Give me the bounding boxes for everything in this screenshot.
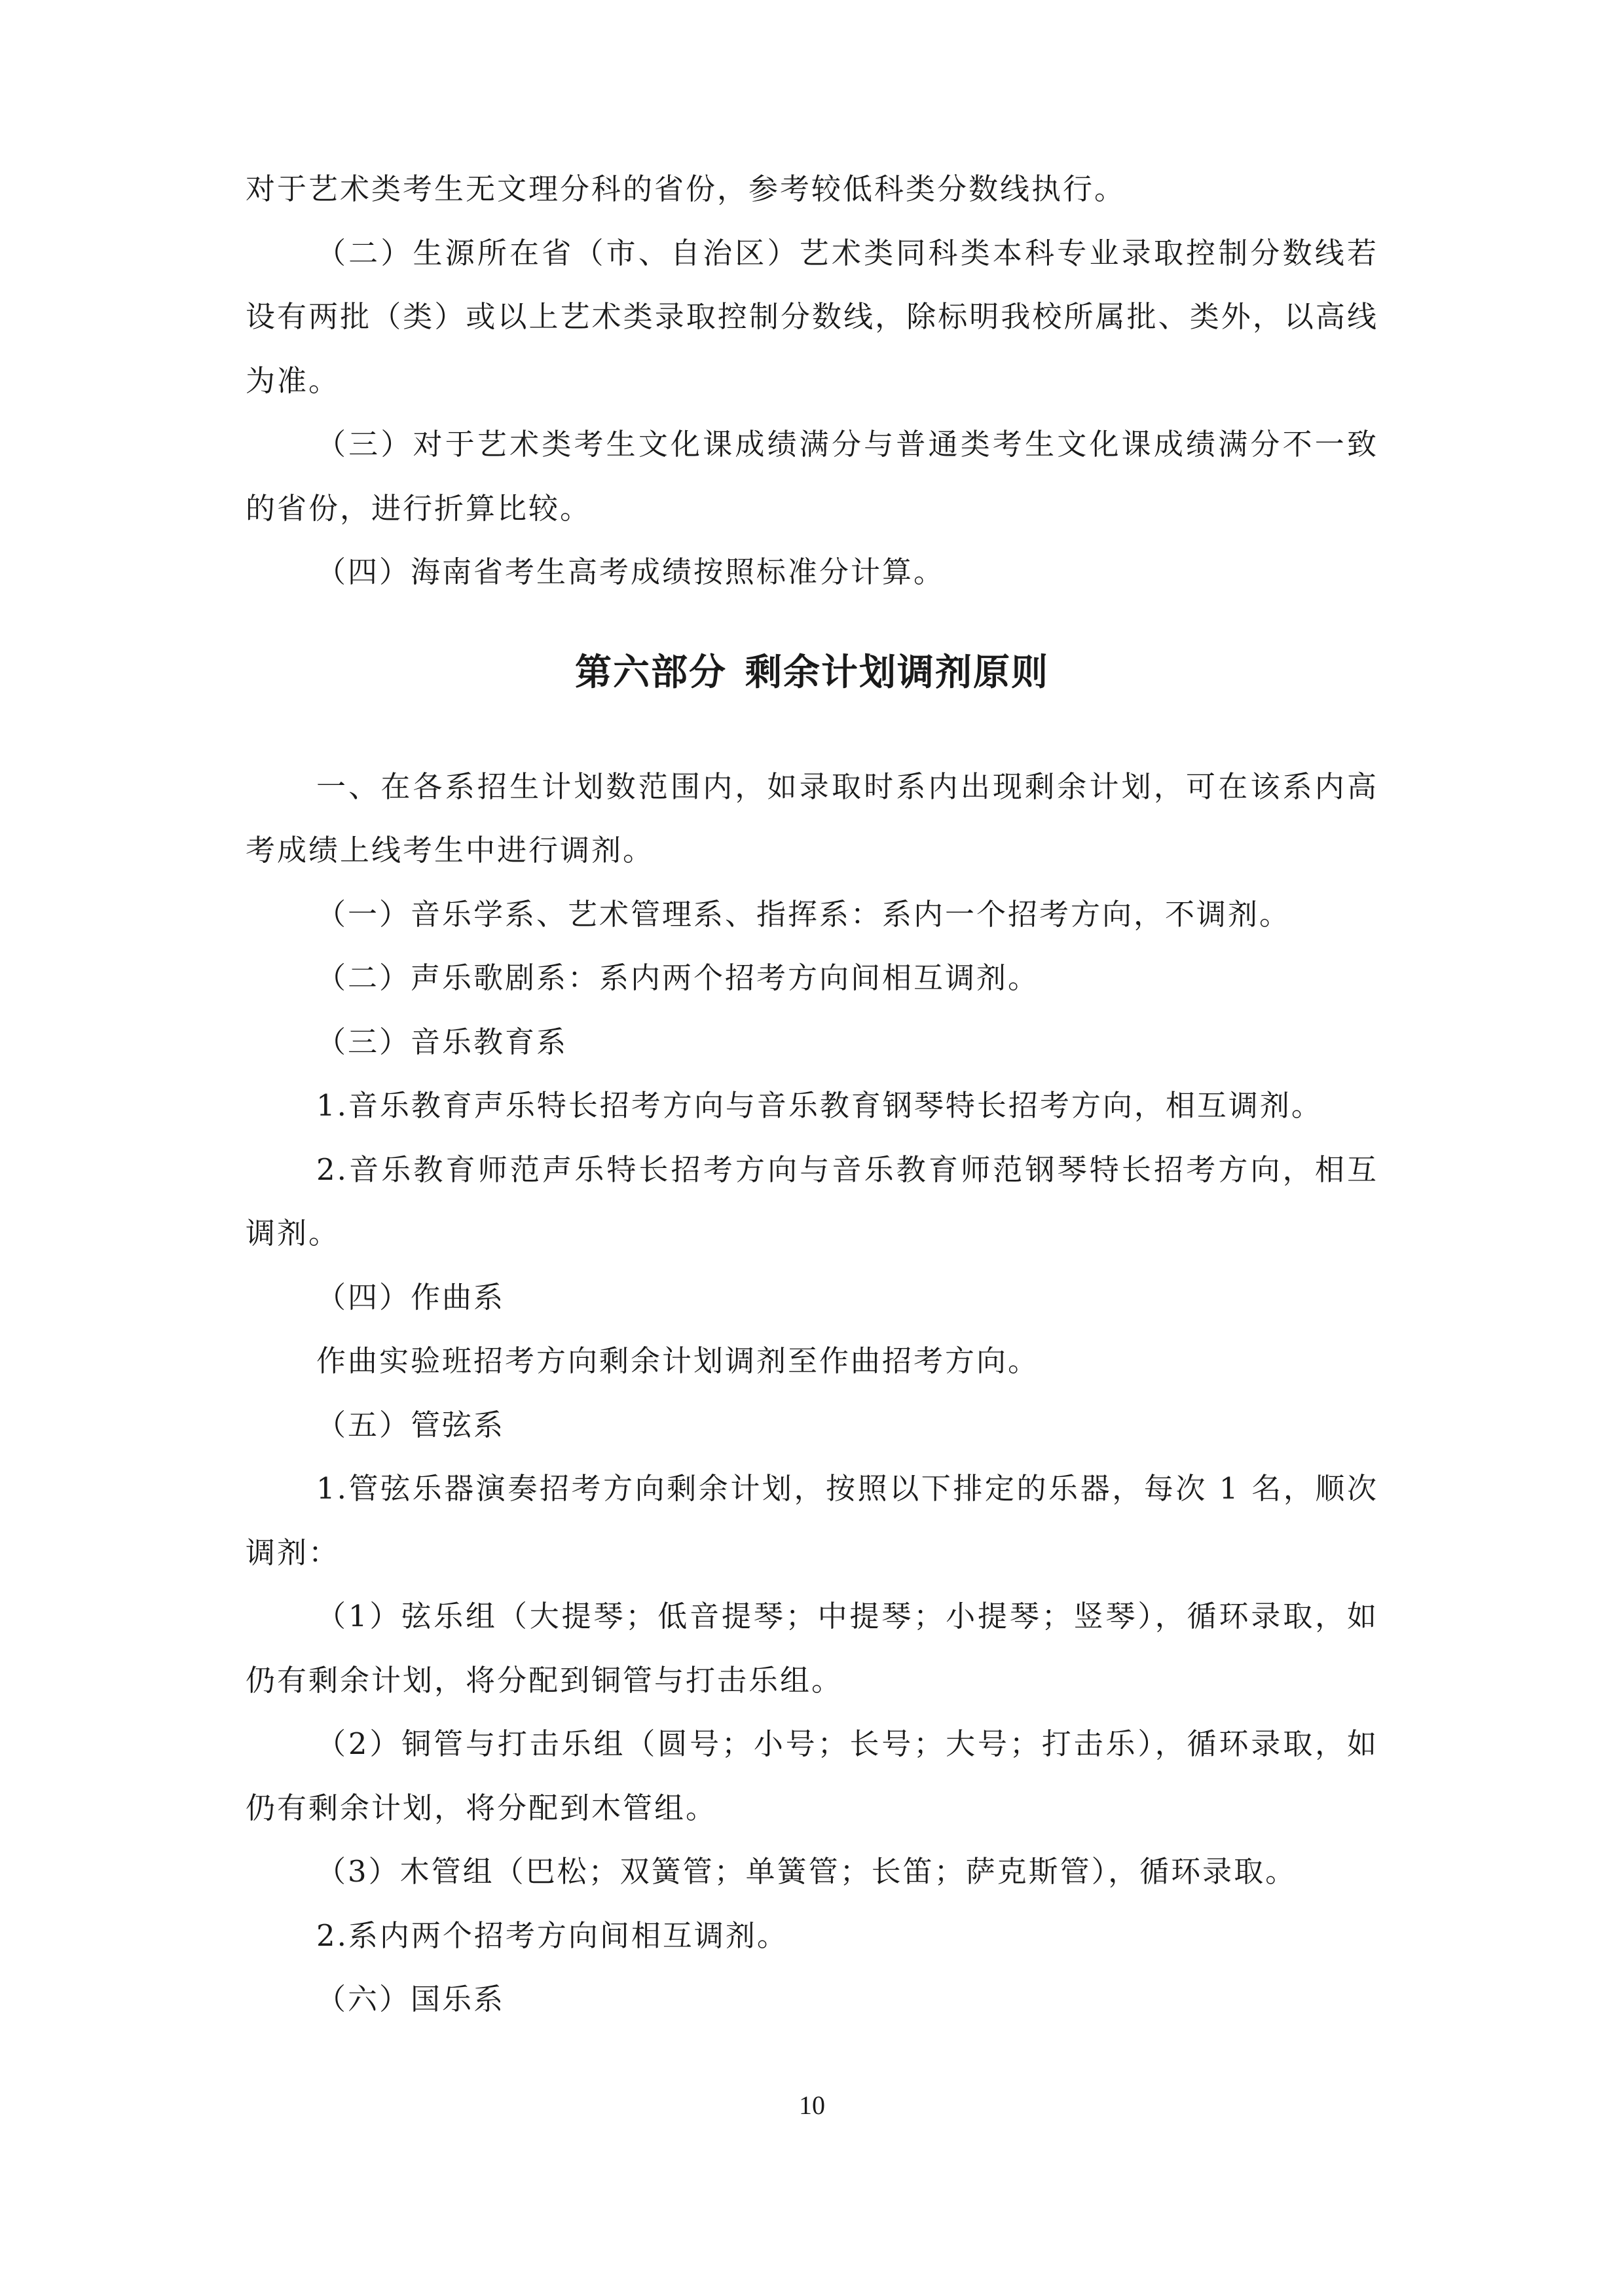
paragraph-dept-5-sub-2: （2）铜管与打击乐组（圆号；小号；长号；大号；打击乐），循环录取，如仍有剩余计划，将分配到木管组。 — [246, 1726, 1378, 1825]
paragraph-dept-4-detail: 作曲实验班招考方向剩余计划调剂至作曲招考方向。 — [316, 1343, 1040, 1378]
paragraph-dept-3-item-2: 2.音乐教育师范声乐特长招考方向与音乐教育师范钢琴特长招考方向，相互调剂。 — [246, 1152, 1378, 1250]
paragraph-dept-4: （四）作曲系 — [316, 1279, 506, 1315]
paragraph-rule-1: 一、在各系招生计划数范围内，如录取时系内出现剩余计划，可在该系内高考成绩上线考生中进行调剂。 — [246, 769, 1378, 867]
section-heading — [246, 647, 1378, 699]
paragraph-item-2: （二）生源所在省（市、自治区）艺术类同科类本科专业录取控制分数线若设有两批（类）或以上艺术类录取控制分数线，除标明我校所属批、类外，以高线为准。 — [246, 235, 1378, 398]
body-text — [246, 157, 1378, 2032]
section-heading-part: 第六部分 — [575, 651, 727, 694]
paragraph-continuation: 对于艺术类考生无文理分科的省份，参考较低科类分数线执行。 — [246, 172, 1126, 206]
paragraph-dept-3: （三）音乐教育系 — [316, 1024, 568, 1059]
paragraph-item-3: （三）对于艺术类考生文化课成绩满分与普通类考生文化课成绩满分不一致的省份，进行折算比较。 — [246, 427, 1378, 526]
paragraph-dept-6: （六）国乐系 — [316, 1982, 506, 2016]
page-number: 10 — [799, 2090, 825, 2120]
paragraph-dept-5-sub-3: （3）木管组（巴松；双簧管；单簧管；长笛；萨克斯管），循环录取。 — [316, 1854, 1297, 1889]
paragraph-dept-5-item-2: 2.系内两个招考方向间相互调剂。 — [316, 1918, 788, 1953]
paragraph-dept-5-item-1: 1.管弦乐器演奏招考方向剩余计划，按照以下排定的乐器，每次 1 名，顺次调剂： — [246, 1471, 1378, 1570]
paragraph-item-4: （四）海南省考生高考成绩按照标准分计算。 — [316, 555, 946, 589]
paragraph-dept-2: （二）声乐歌剧系：系内两个招考方向间相互调剂。 — [316, 960, 1040, 995]
paragraph-dept-5: （五）管弦系 — [316, 1407, 506, 1442]
section-heading-title: 剩余计划调剂原则 — [745, 651, 1049, 694]
paragraph-dept-1: （一）音乐学系、艺术管理系、指挥系：系内一个招考方向，不调剂。 — [316, 896, 1291, 932]
paragraph-dept-5-sub-1: （1）弦乐组（大提琴；低音提琴；中提琴；小提琴；竖琴），循环录取，如仍有剩余计划，将分配到铜管与打击乐组。 — [246, 1599, 1378, 1698]
paragraph-dept-3-item-1: 1.音乐教育声乐特长招考方向与音乐教育钢琴特长招考方向，相互调剂。 — [316, 1088, 1323, 1123]
